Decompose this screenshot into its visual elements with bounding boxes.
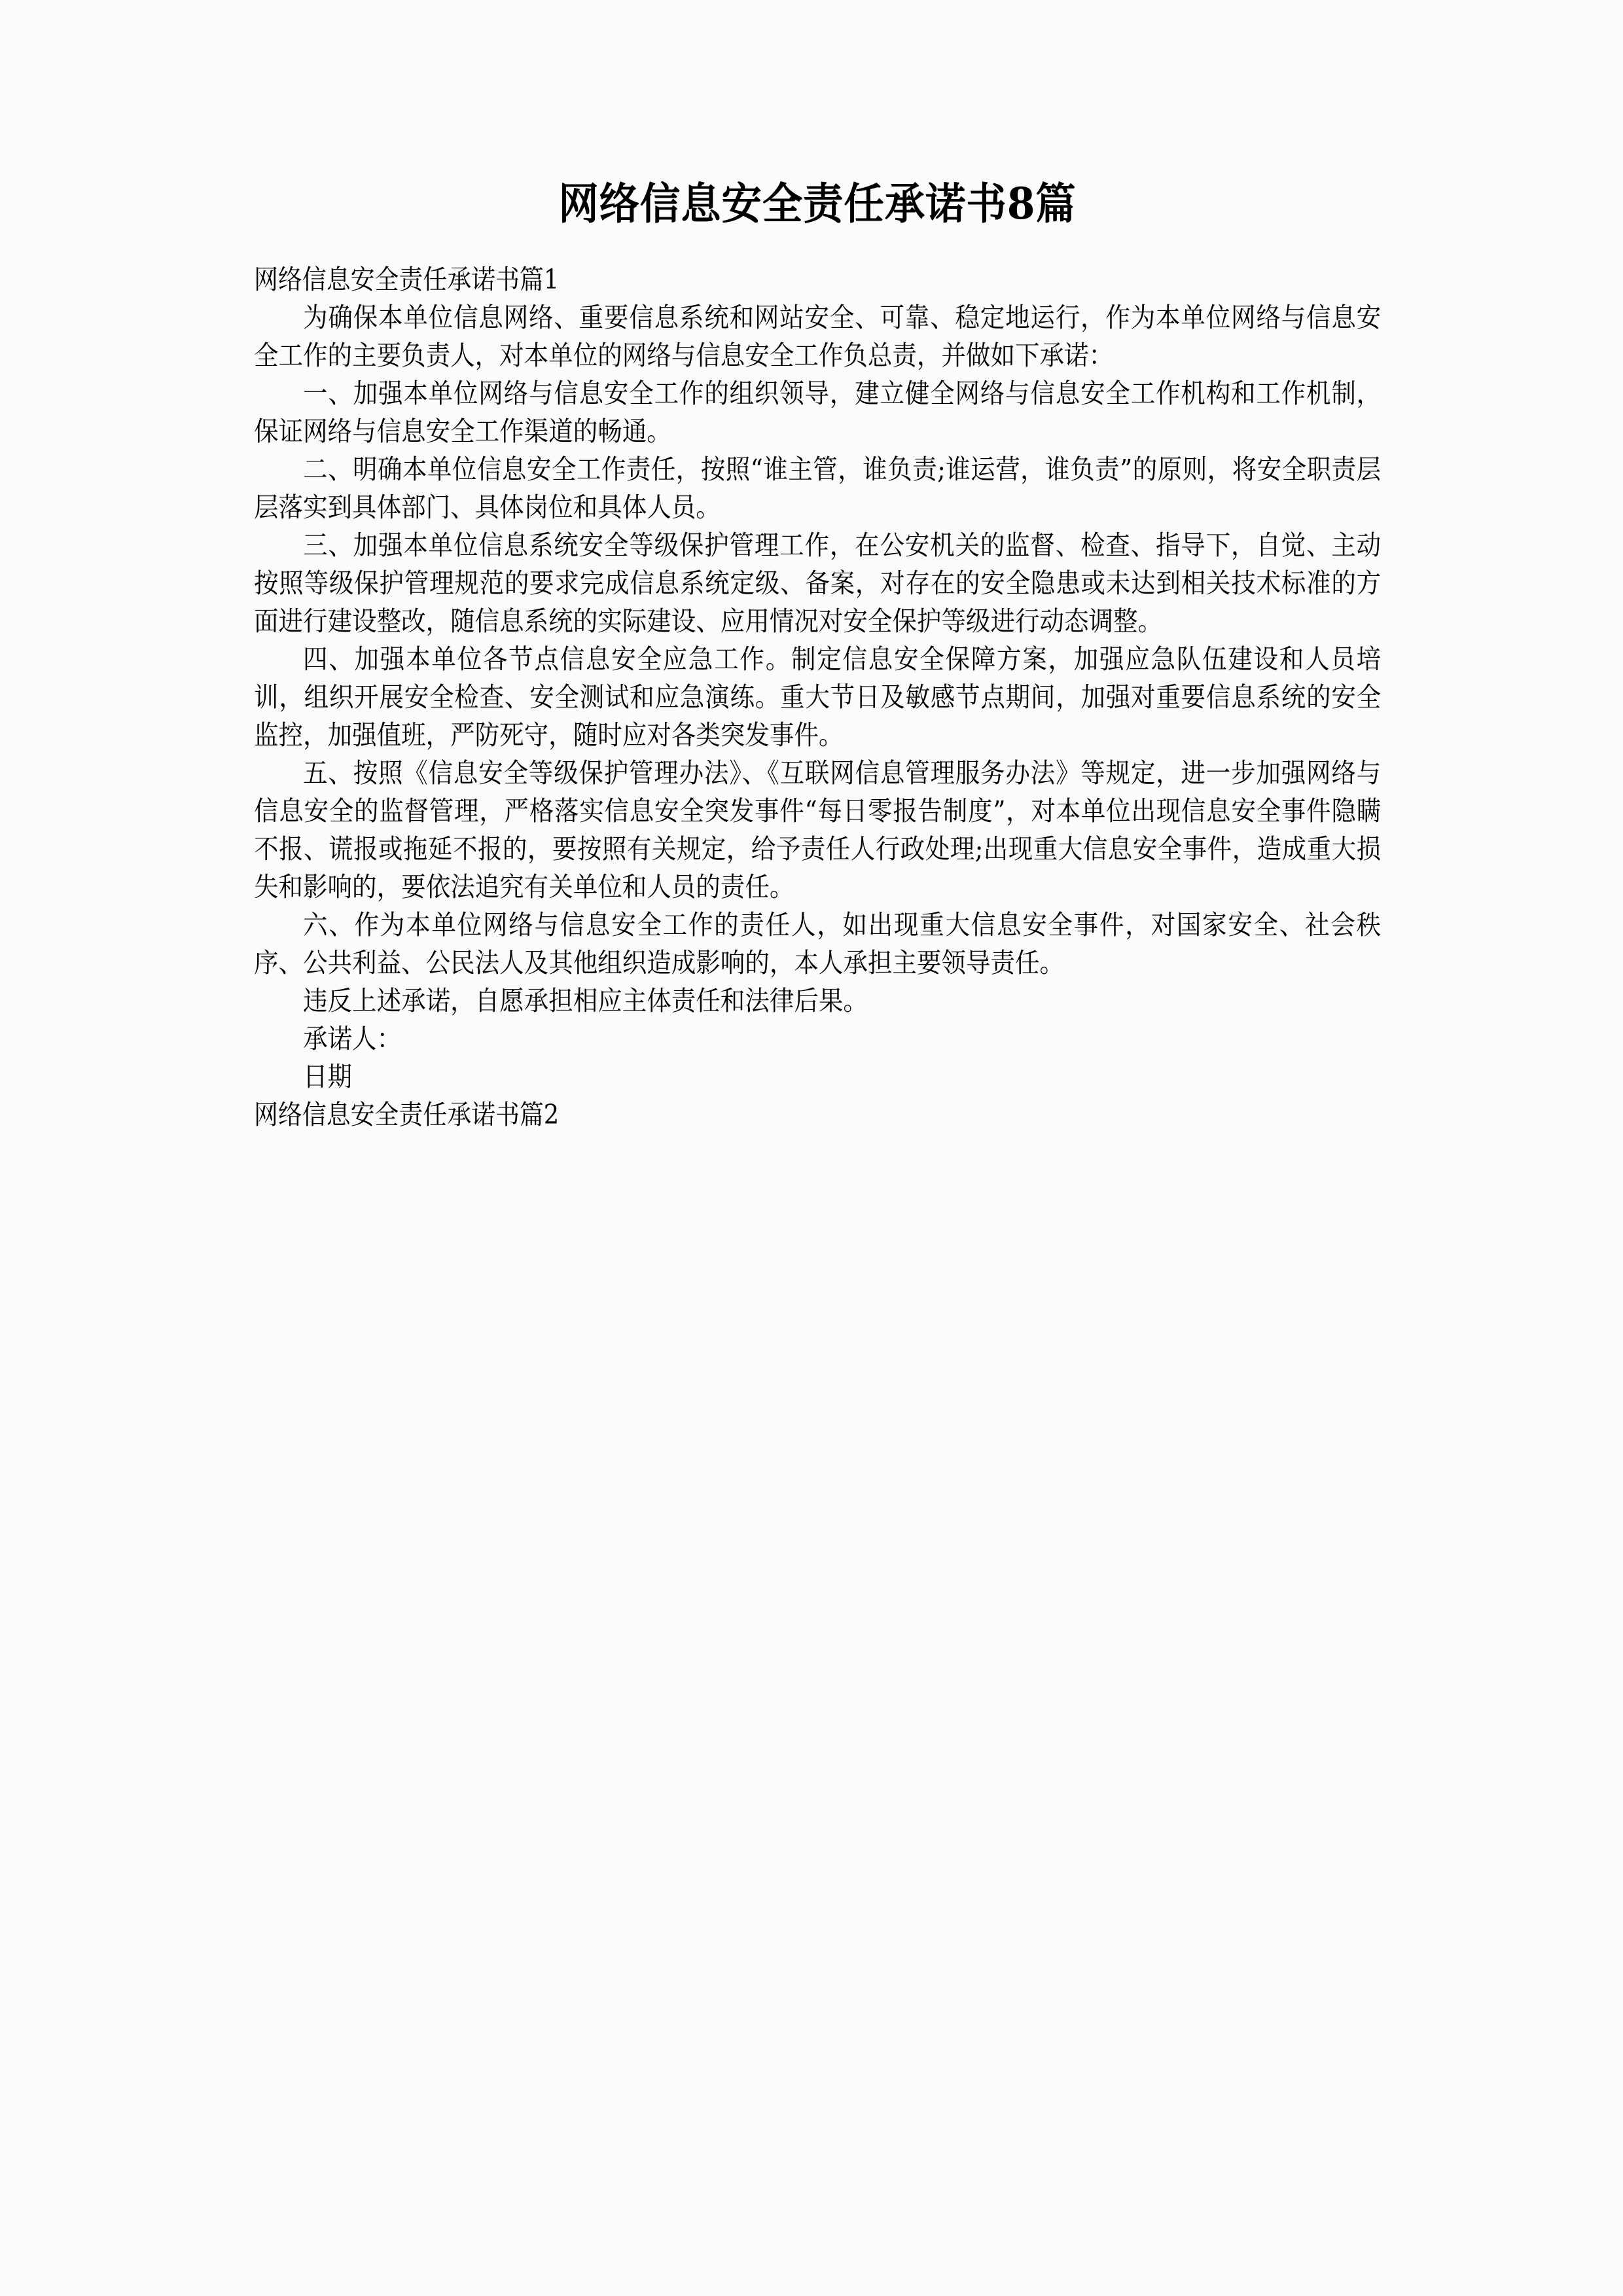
paragraph-item-2: 二、明确本单位信息安全工作责任，按照“谁主管，谁负责;谁运营，谁负责”的原则，将安全职责层层落实到具体部门、具体岗位和具体人员。 (254, 454, 1382, 523)
paragraph-item-4: 四、加强本单位各节点信息安全应急工作。制定信息安全保障方案，加强应急队伍建设和人员培训，组织开展安全检查、安全测试和应急演练。重大节日及敏感节点期间，加强对重要信息系统的安全监控，加强值班，严防死守，随时应对各类突发事件。 (254, 643, 1382, 751)
paragraph-item-3: 三、加强本单位信息系统安全等级保护管理工作，在公安机关的监督、检查、指导下，自觉、主动按照等级保护管理规范的要求完成信息系统定级、备案，对存在的安全隐患或未达到相关技术标准的方面进行建设整改，随信息系统的实际建设、应用情况对安全保护等级进行动态调整。 (254, 529, 1382, 637)
document-content (254, 175, 1381, 1134)
page-title: 网络信息安全责任承诺书8篇 (558, 178, 1077, 229)
signature-line-date: 日期 (303, 1061, 353, 1092)
section-heading-2: 网络信息安全责任承诺书篇2 (254, 1099, 560, 1130)
paragraph-item-6: 六、作为本单位网络与信息安全工作的责任人，如出现重大信息安全事件，对国家安全、社会秩序、公共利益、公民法人及其他组织造成影响的，本人承担主要领导责任。 (254, 909, 1382, 978)
signature-line-promisor: 承诺人： (303, 1023, 402, 1054)
paragraph-closing: 违反上述承诺，自愿承担相应主体责任和法律后果。 (303, 985, 868, 1016)
paragraph-intro: 为确保本单位信息网络、重要信息系统和网站安全、可靠、稳定地运行，作为本单位网络与信息安全工作的主要负责人，对本单位的网络与信息安全工作负总责，并做如下承诺： (254, 302, 1382, 371)
paragraph-item-5: 五、按照《信息安全等级保护管理办法》、《互联网信息管理服务办法》等规定，进一步加强网络与信息安全的监督管理，严格落实信息安全突发事件“每日零报告制度”，对本单位出现信息安全事件隐瞒不报、谎报或拖延不报的，要按照有关规定，给予责任人行政处理;出现重大信息安全事件，造成重大损失和影响的，要依法追究有关单位和人员的责任。 (254, 757, 1382, 903)
section-heading-1: 网络信息安全责任承诺书篇1 (254, 264, 560, 295)
paragraph-item-1: 一、加强本单位网络与信息安全工作的组织领导，建立健全网络与信息安全工作机构和工作机制，保证网络与信息安全工作渠道的畅通。 (254, 378, 1382, 447)
